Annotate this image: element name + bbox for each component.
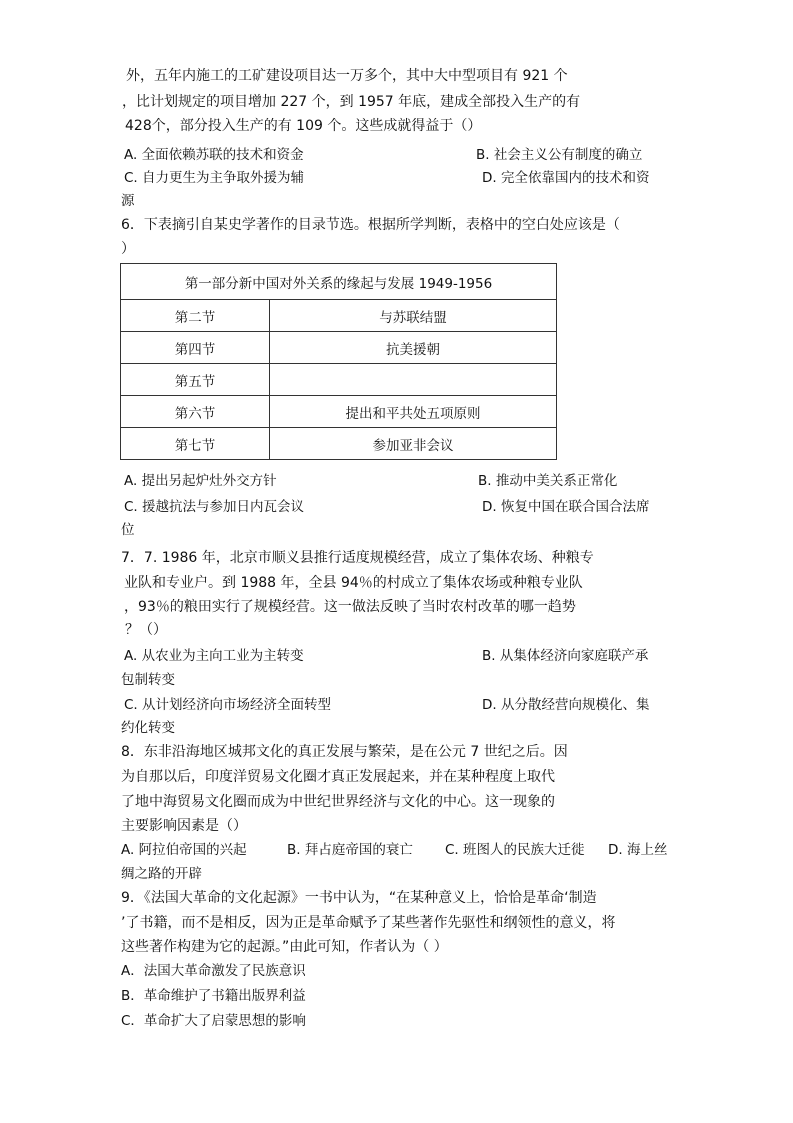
content-cell: 提出和平共处五项原则	[270, 396, 557, 428]
q8-stem-line-3: 了地中海贸易文化圈而成为中世纪世界经济与文化的中心。这一现象的	[121, 794, 555, 810]
table-row	[121, 364, 557, 396]
table-row	[121, 396, 557, 428]
q5-option-c[interactable]: C. 自力更生为主争取外援为辅	[124, 170, 305, 186]
content-cell: 参加亚非会议	[270, 428, 557, 460]
q7-stem-line-4: ？（）	[125, 622, 167, 638]
q8-option-a[interactable]: A. 阿拉伯帝国的兴起	[121, 842, 247, 858]
section-cell: 第七节	[121, 428, 270, 460]
q9-stem-line-2: ’了书籍，而不是相反，因为正是革命赋予了某些著作先驱性和纲领性的意义，将	[121, 915, 616, 931]
q7-option-d[interactable]: D. 从分散经营向规模化、集	[482, 697, 650, 713]
q8-option-c[interactable]: C. 班图人的民族大迁徙	[445, 842, 585, 858]
q5-option-d[interactable]: D. 完全依靠国内的技术和资	[482, 170, 650, 186]
q7-stem-line-3: ，93％的粮田实行了规模经营。这一做法反映了当时农村改革的哪一趋势	[124, 599, 576, 615]
section-cell: 第二节	[121, 300, 270, 332]
q7-option-a[interactable]: A. 从农业为主向工业为主转变	[124, 648, 304, 664]
q9-option-a[interactable]: A．法国大革命激发了民族意识	[121, 963, 306, 979]
q8-stem-line-1: 8．东非沿海地区城邦文化的真正发展与繁荣，是在公元 7 世纪之后。因	[121, 744, 568, 760]
q6-option-b[interactable]: B. 推动中美关系正常化	[478, 473, 618, 489]
content-cell: 抗美援朝	[270, 332, 557, 364]
q8-option-d-continued: 绸之路的开辟	[121, 866, 202, 882]
q6-option-a[interactable]: A. 提出另起炉灶外交方针	[124, 473, 277, 489]
section-cell: 第四节	[121, 332, 270, 364]
q5-option-d-continued: 源	[121, 193, 135, 209]
q7-stem-line-1: 7．7. 1986 年，北京市顺义县推行适度规模经营，成立了集体农场、种粮专	[121, 550, 594, 566]
q7-option-d-continued: 约化转变	[121, 720, 175, 736]
q8-stem-line-2: 为自那以后，印度洋贸易文化圈才真正发展起来，并在某种程度上取代	[121, 769, 555, 785]
q5-line-2: ，比计划规定的项目增加 227 个，到 1957 年底，建成全部投入生产的有	[122, 94, 581, 110]
q5-option-a[interactable]: A. 全面依赖苏联的技术和资金	[124, 147, 304, 163]
q5-line-3: 428个，部分投入生产的有 109 个。这些成就得益于（）	[125, 118, 482, 134]
section-cell: 第六节	[121, 396, 270, 428]
q7-option-b-continued: 包制转变	[121, 672, 175, 688]
table-header-row	[121, 264, 557, 300]
q9-option-c[interactable]: C．革命扩大了启蒙思想的影响	[121, 1013, 306, 1029]
section-cell: 第五节	[121, 364, 270, 396]
table-row	[121, 300, 557, 332]
q8-option-b[interactable]: B. 拜占庭帝国的衰亡	[287, 842, 413, 858]
q8-stem-line-4: 主要影响因素是（）	[121, 818, 247, 834]
table-header: 第一部分新中国对外关系的缘起与发展 1949-1956	[121, 264, 557, 300]
table-of-contents	[120, 263, 557, 460]
q5-option-b[interactable]: B. 社会主义公有制度的确立	[476, 147, 643, 163]
q6-option-d-continued: 位	[121, 522, 135, 538]
q8-option-d[interactable]: D. 海上丝	[608, 842, 668, 858]
q9-option-b[interactable]: B．革命维护了书籍出版界利益	[121, 988, 306, 1004]
content-cell: 与苏联结盟	[270, 300, 557, 332]
q7-option-c[interactable]: C. 从计划经济向市场经济全面转型	[124, 697, 332, 713]
q6-stem-line-1: 6．下表摘引自某史学著作的目录节选。根据所学判断，表格中的空白处应该是（	[121, 217, 620, 233]
q6-stem-line-2: ）	[121, 241, 135, 257]
q7-option-b[interactable]: B. 从集体经济向家庭联产承	[482, 648, 649, 664]
q7-stem-line-2: 业队和专业户。到 1988 年，全县 94％的村成立了集体农场或种粮专业队	[124, 575, 583, 591]
q5-line-1: 外，五年内施工的工矿建设项目达一万多个，其中大中型项目有 921 个	[126, 68, 568, 84]
table-row	[121, 428, 557, 460]
q6-option-d[interactable]: D. 恢复中国在联合国合法席	[482, 499, 650, 515]
q9-stem-line-1: 9．《法国大革命的文化起源》一书中认为，“在某种意义上，恰恰是革命‘制造	[121, 890, 597, 906]
blank-content-cell	[270, 364, 557, 396]
q9-stem-line-3: 这些著作构建为它的起源。”由此可知，作者认为（ ）	[121, 939, 448, 955]
table-row	[121, 332, 557, 364]
q6-option-c[interactable]: C. 援越抗法与参加日内瓦会议	[124, 499, 305, 515]
